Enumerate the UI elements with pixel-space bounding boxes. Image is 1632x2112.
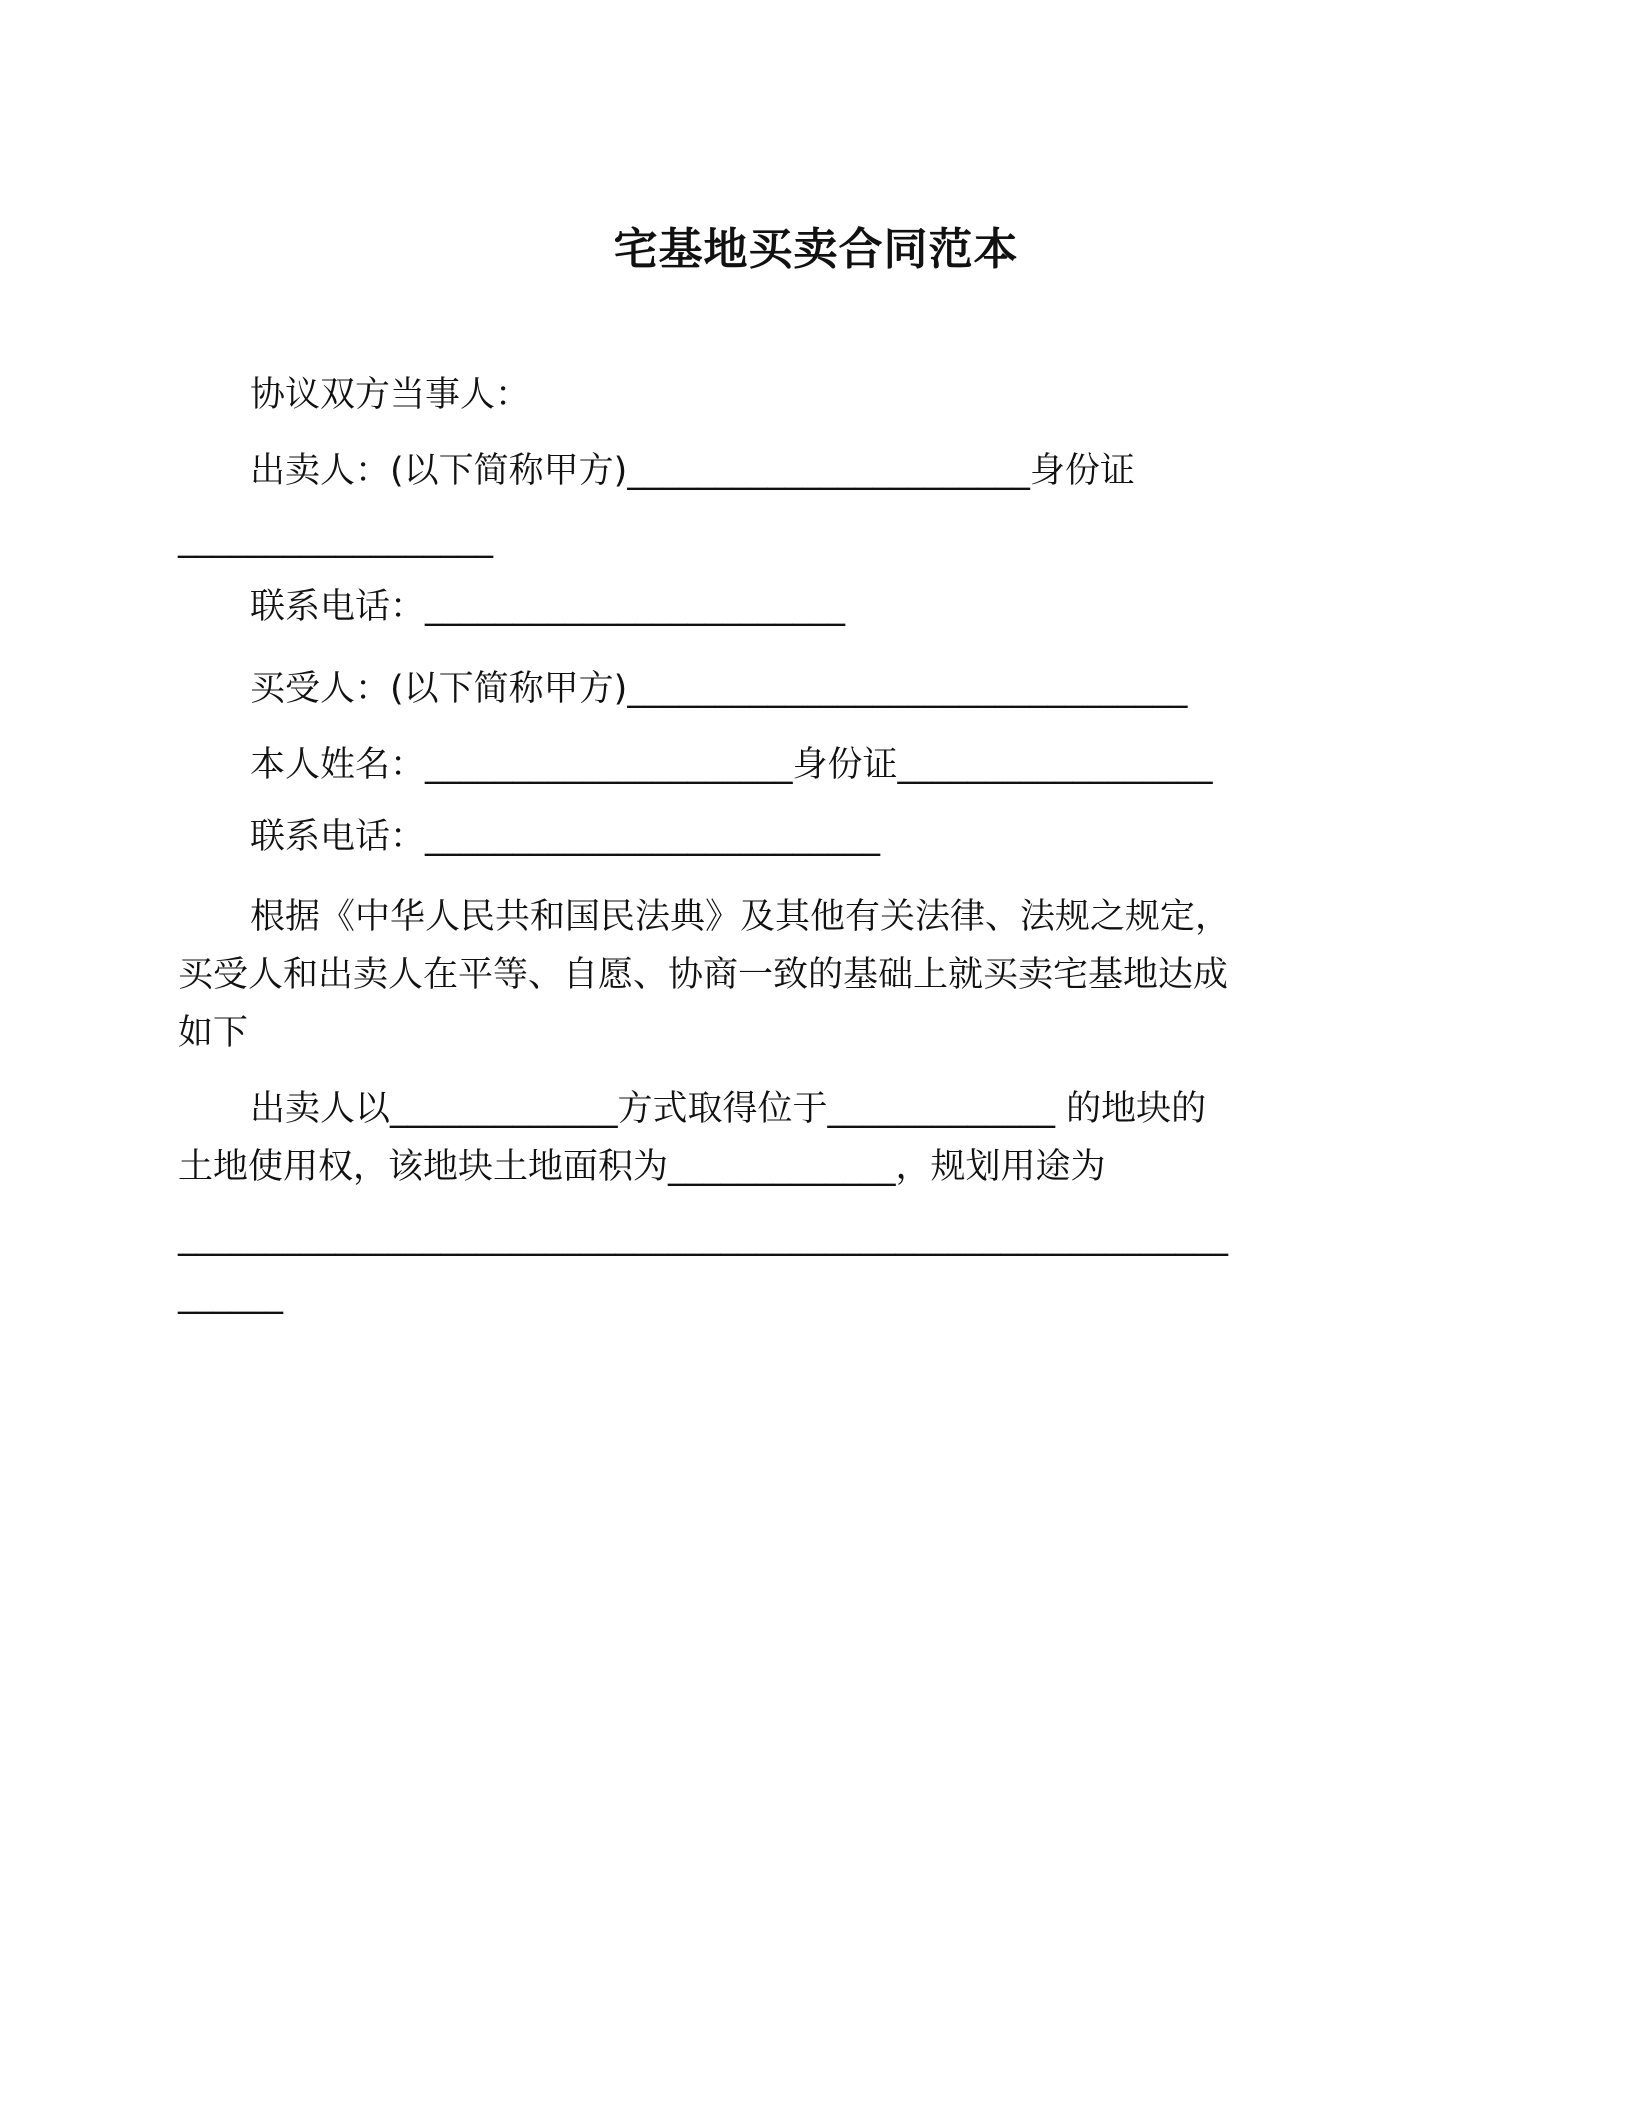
seller-phone-label: 联系电话： <box>250 587 426 627</box>
seller-id-label: 身份证 <box>1029 451 1135 491</box>
seller-name-blank[interactable]: _______________________ <box>627 451 1030 491</box>
seller-id-line <box>178 514 493 564</box>
buyer-name-blank[interactable]: _____________________ <box>425 745 793 785</box>
clause-line-2 <box>178 1142 1106 1192</box>
preamble-line-1 <box>250 892 1230 942</box>
preamble-line-2 <box>178 950 1228 1000</box>
seller-line <box>250 446 1135 496</box>
parties-heading-text: 协议双方当事人： <box>250 375 531 415</box>
buyer-line <box>250 664 1187 714</box>
document-title: 宅基地买卖合同范本 <box>613 224 1019 275</box>
seller-id-blank[interactable]: __________________ <box>178 519 493 559</box>
clause-line2-part-2: ，规划用途为 <box>895 1147 1106 1187</box>
buyer-phone-label: 联系电话： <box>250 817 426 857</box>
seller-phone-blank[interactable]: ________________________ <box>425 587 846 627</box>
preamble-line-3 <box>178 1008 248 1058</box>
clause-line-1 <box>250 1084 1206 1134</box>
clause-part-3: 的地块的 <box>1055 1089 1207 1129</box>
preamble-text-2: 买受人和出卖人在平等、自愿、协商一致的基础上就买卖宅基地达成 <box>178 955 1229 995</box>
buyer-name-line <box>250 740 1213 790</box>
buyer-name-label: 本人姓名： <box>250 745 426 785</box>
seller-label: 出卖人：(以下简称甲方) <box>250 451 628 491</box>
buyer-blank[interactable]: ________________________________ <box>627 669 1188 709</box>
buyer-id-blank[interactable]: __________________ <box>897 745 1213 785</box>
clause-line-3 <box>178 1212 1228 1262</box>
location-blank[interactable]: _____________ <box>827 1089 1056 1129</box>
planned-use-blank[interactable]: ____________________________________________________________ <box>178 1217 1228 1257</box>
parties-heading <box>250 370 530 420</box>
buyer-phone-line <box>250 812 880 862</box>
buyer-id-label: 身份证 <box>792 745 898 785</box>
clause-part-1: 出卖人以 <box>250 1089 391 1129</box>
land-area-blank[interactable]: _____________ <box>668 1147 896 1187</box>
preamble-text-1: 根据《中华人民共和国民法典》及其他有关法律、法规之规定， <box>250 897 1231 937</box>
buyer-phone-blank[interactable]: __________________________ <box>425 817 881 857</box>
planned-use-blank-continued[interactable]: ______ <box>178 1275 283 1315</box>
clause-line2-part-1: 土地使用权，该地块土地面积为 <box>178 1147 669 1187</box>
clause-line-4 <box>178 1270 283 1320</box>
buyer-label: 买受人：(以下简称甲方) <box>250 669 628 709</box>
preamble-text-3: 如下 <box>178 1013 249 1053</box>
clause-part-2: 方式取得位于 <box>617 1089 828 1129</box>
acquisition-method-blank[interactable]: _____________ <box>390 1089 618 1129</box>
seller-phone-line <box>250 582 845 632</box>
